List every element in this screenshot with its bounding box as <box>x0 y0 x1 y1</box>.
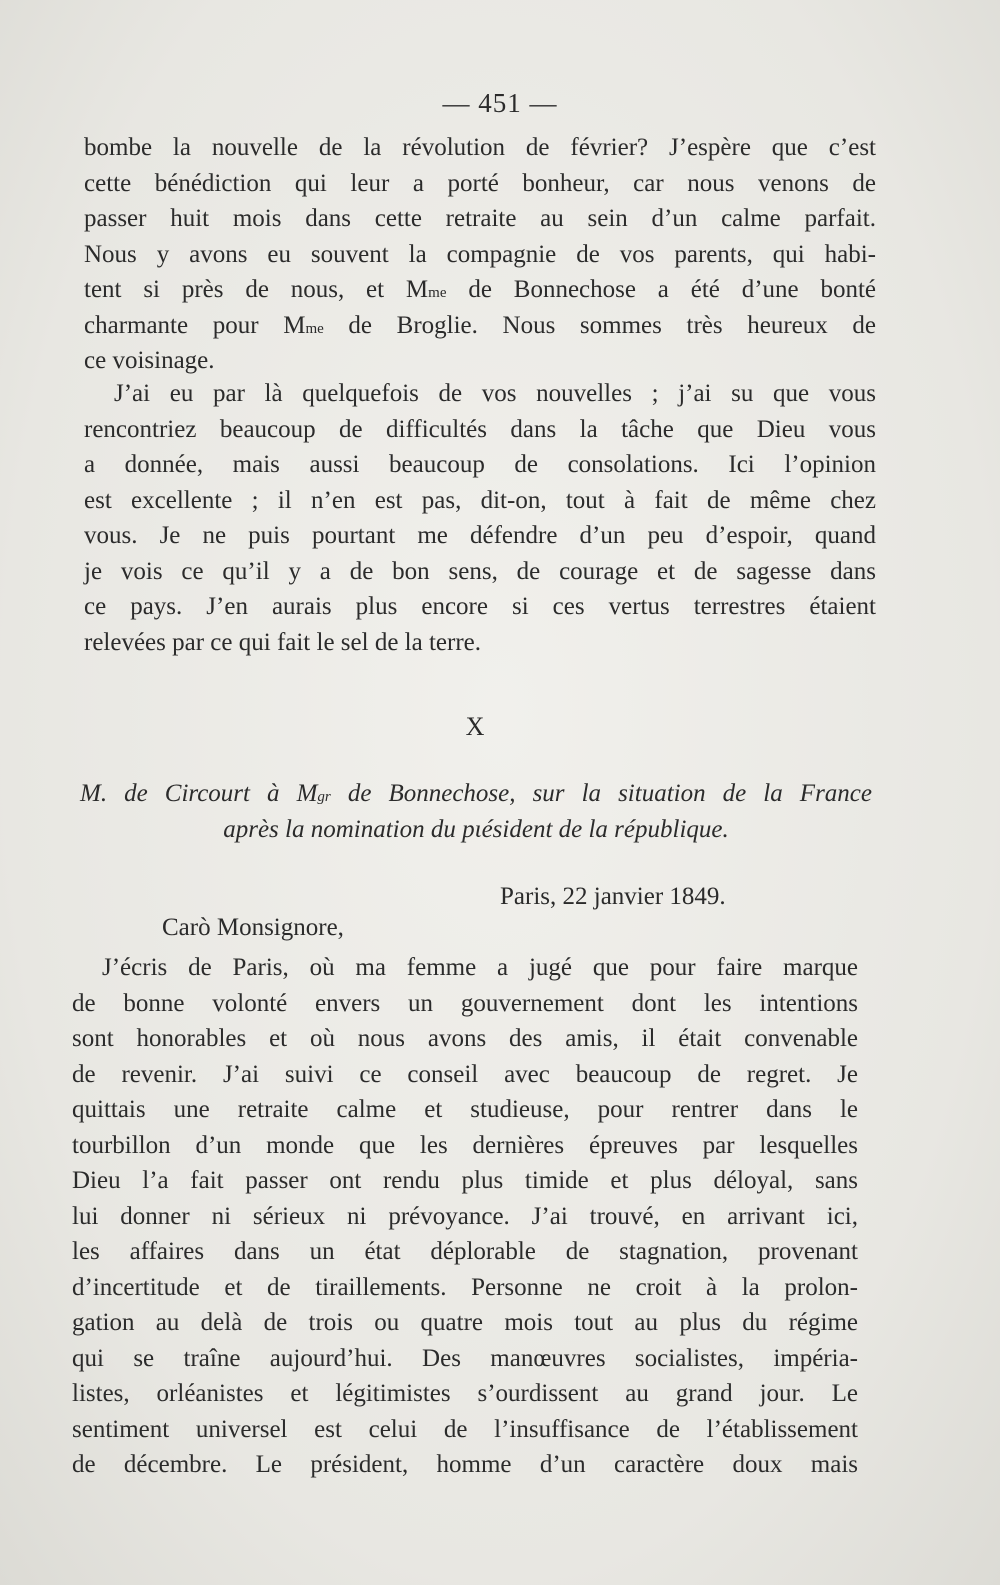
heading-line: après la nomination du pιésident de la république. <box>223 815 729 843</box>
paragraph-1 <box>84 130 876 379</box>
text-line: cette bénédiction qui leur a porté bonheur, car nous venons de <box>84 169 876 197</box>
text-line: relevées par ce qui fait le sel de la terre. <box>84 628 481 656</box>
text-line: de bonne volonté envers un gouvernement dont les intentions <box>72 989 858 1017</box>
text-line: bombe la nouvelle de la révolution de février? J’espère que c’est <box>84 134 876 161</box>
text-line: J’écris de Paris, où ma femme a jugé que pour faire marque <box>102 954 858 981</box>
text-line: a donnée, mais aussi beaucoup de consolations. Ici l’opinion <box>84 451 876 478</box>
text-line: qui se traîne aujourd’hui. Des manœuvres socialistes, impéria- <box>72 1344 858 1372</box>
letter-date: Paris, 22 janvier 1849. <box>500 883 726 910</box>
text-line: listes, orléanistes et légitimistes s’ourdissent au grand jour. Le <box>72 1380 858 1407</box>
text-line: ce pays. J’en aurais plus encore si ces vertus terrestres étaient <box>84 593 876 620</box>
text-line: je vois ce qu’il y a de bon sens, de courage et de sagesse dans <box>84 557 876 585</box>
text-line: tourbillon d’un monde que les dernières épreuves par lesquelles <box>72 1131 858 1159</box>
heading-line: M. de Circourt à $M^{gr}$ de Bonnechose, sur la situation de la France <box>80 780 872 807</box>
text-line: passer huit mois dans cette retraite au sein d’un calme parfait. <box>84 205 876 232</box>
text-line: de revenir. J’ai suivi ce conseil avec beaucoup de regret. Je <box>72 1060 858 1088</box>
paragraph-3 <box>72 950 858 1483</box>
text-line: J’ai eu par là quelquefois de vos nouvelles ; j’ai su que vous <box>114 380 876 407</box>
text-line: quittais une retraite calme et studieuse, pour rentrer dans le <box>72 1096 858 1123</box>
text-line: sont honorables et où nous avons des amis, il était convenable <box>72 1025 858 1052</box>
letter-salutation: Carò Monsignore, <box>162 914 344 941</box>
text-line: les affaires dans un état déplorable de stagnation, provenant <box>72 1238 858 1265</box>
text-line: sentiment universel est celui de l’insuffisance de l’établissement <box>72 1415 858 1443</box>
page-number: — 451 — <box>442 88 558 118</box>
paragraph-2 <box>84 376 876 660</box>
text-line: ce voisinage. <box>84 347 215 374</box>
text-line: de décembre. Le président, homme d’un caractère doux mais <box>72 1451 858 1478</box>
text-line: tent si près de nous, et $M^{me}$ de Bonnechose a été d’une bonté <box>84 276 876 303</box>
letter-heading <box>80 776 872 847</box>
text-line: rencontriez beaucoup de difficultés dans la tâche que Dieu vous <box>84 415 876 443</box>
text-line: Dieu l’a fait passer ont rendu plus timide et plus déloyal, sans <box>72 1167 858 1194</box>
text-line: est excellente ; il n’en est pas, dit-on, tout à fait de même chez <box>84 486 876 514</box>
text-line: vous. Je ne puis pourtant me défendre d’un peu d’espoir, quand <box>84 522 876 549</box>
text-line: charmante pour $M^{me}$ de Broglie. Nous sommes très heureux de <box>84 311 877 339</box>
text-line: d’incertitude et de tiraillements. Personne ne croit à la prolon- <box>72 1273 858 1301</box>
text-line: gation au delà de trois ou quatre mois tout au plus du régime <box>72 1309 858 1336</box>
section-number: X <box>465 712 485 741</box>
text-line: lui donner ni sérieux ni prévoyance. J’ai trouvé, en arrivant ici, <box>72 1202 858 1230</box>
text-line: Nous y avons eu souvent la compagnie de vos parents, qui habi- <box>84 240 876 268</box>
